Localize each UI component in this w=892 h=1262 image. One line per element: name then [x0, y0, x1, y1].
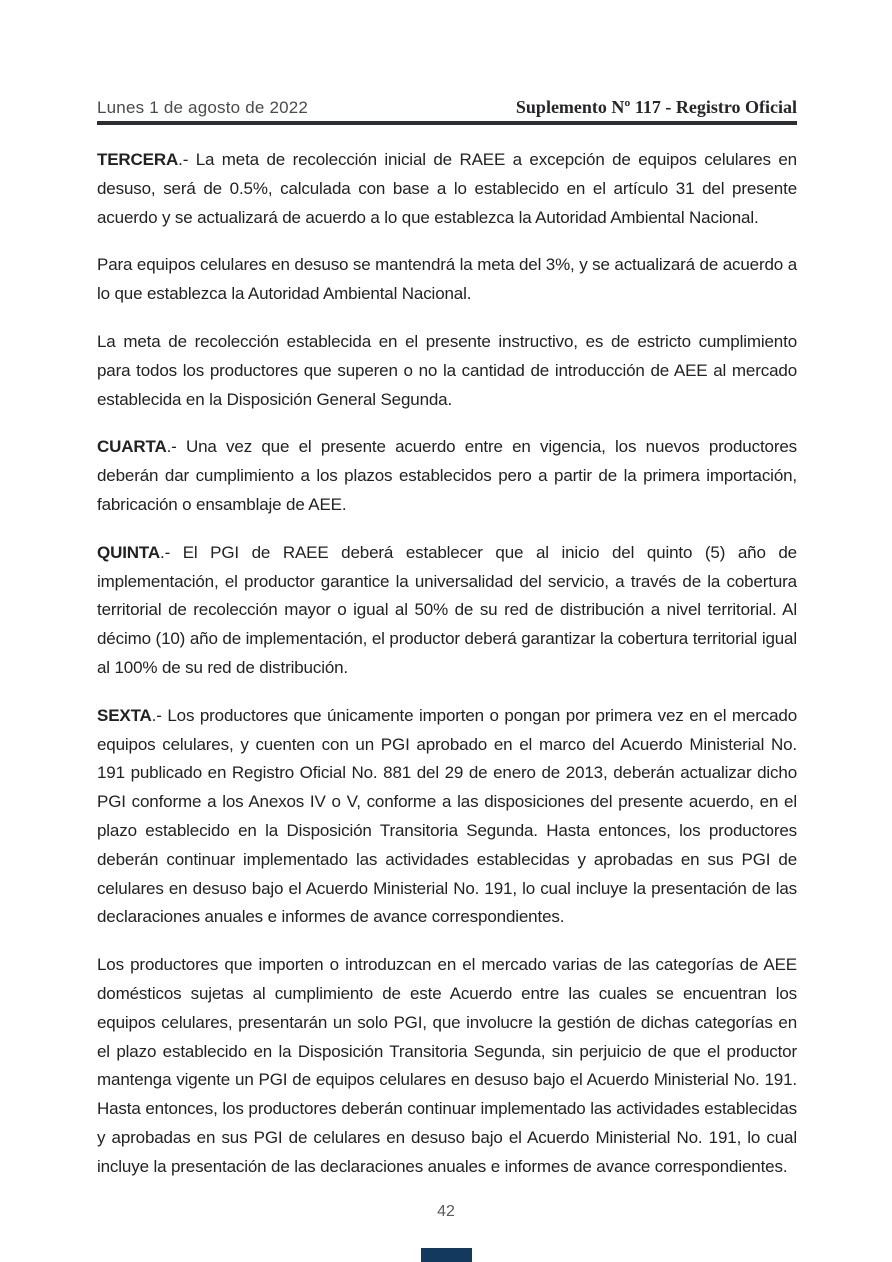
document-body — [97, 146, 797, 1201]
paragraph-text: .- Los productores que únicamente importen o pongan por primera vez en el mercado equipos celulares, y cuenten con un PGI aprobado en el marco del Acuerdo Ministerial No. 191 publicado en Registro Oficial No. 881 del 29 de enero de 2013, deberán actualizar dicho PGI conforme a los Anexos IV o V, conforme a las disposiciones del presente acuerdo, en el plazo establecido en la Disposición Transitoria Segunda. Hasta entonces, los productores deberán continuar implementado las actividades establecidas y aprobadas en sus PGI de celulares en desuso bajo el Acuerdo Ministerial No. 191, lo cual incluye la presentación de las declaraciones anuales e informes de avance correspondientes. — [97, 705, 797, 927]
paragraph-text: La meta de recolección establecida en el presente instructivo, es de estricto cumplimiento para todos los productores que superen o no la cantidad de introducción de AEE al mercado establecida en la Disposición General Segunda. — [97, 331, 797, 409]
paragraph-lead: CUARTA — [97, 437, 167, 457]
paragraph-lead: QUINTA — [97, 542, 160, 562]
paragraph — [97, 702, 797, 932]
paragraph-text: .- La meta de recolección inicial de RAEE a excepción de equipos celulares en desuso, será de 0.5%, calculada con base a lo establecido en el artículo 31 del presente acuerdo y se actualizará de acuerdo a lo que establezca la Autoridad Ambiental Nacional. — [97, 150, 797, 227]
document-page — [97, 0, 797, 1262]
paragraph — [97, 951, 797, 1181]
paragraph-text: .- Una vez que el presente acuerdo entre en vigencia, los nuevos productores deberán dar cumplimiento a los plazos establecidos pero a partir de la primera importación, fabricación o ensamblaje de AEE. — [97, 437, 797, 514]
paragraph-text: Para equipos celulares en desuso se mantendrá la meta del 3%, y se actualizará de acuerdo a lo que establezca la Autoridad Ambiental Nacional. — [97, 255, 797, 304]
header-date: Lunes 1 de agosto de 2022 — [97, 98, 309, 117]
header-edition-title: Suplemento Nº 117 - Registro Oficial — [515, 97, 797, 117]
header-divider-rule — [97, 121, 797, 125]
paragraph — [97, 328, 797, 414]
paragraph — [97, 539, 797, 683]
paragraph — [97, 146, 797, 232]
paragraph-text: Los productores que importen o introduzcan en el mercado varias de las categorías de AEE domésticos sujetas al cumplimiento de este Acuerdo entre las cuales se encuentran los equipos celulares, presentarán un solo PGI, que involucre la gestión de dichas categorías en el plazo establecido en la Disposición Transitoria Segunda, sin perjuicio de que el productor mantenga vigente un PGI de equipos celulares en desuso bajo el Acuerdo Ministerial No. 191. Hasta entonces, los productores deberán continuar implementado las actividades establecidas y aprobadas en sus PGI de celulares en desuso bajo el Acuerdo Ministerial No. 191, lo cual incluye la presentación de las declaraciones anuales e informes de avance correspondientes. — [97, 955, 797, 1176]
bottom-navy-mark — [421, 1248, 472, 1262]
paragraph — [97, 433, 797, 519]
page-number: 42 — [437, 1203, 455, 1220]
paragraph-lead: TERCERA — [97, 150, 179, 169]
page-header — [97, 97, 797, 118]
paragraph — [97, 251, 797, 309]
paragraph-text: .- El PGI de RAEE deberá establecer que al inicio del quinto (5) año de implementación, el productor garantice la universalidad del servicio, a través de la cobertura territorial de recolección mayor o igual al 50% de su red de distribución a nivel territorial. Al décimo (10) año de implementación, el productor deberá garantizar la cobertura territorial igual al 100% de su red de distribución. — [97, 542, 797, 677]
paragraph-lead: SEXTA — [97, 705, 152, 725]
